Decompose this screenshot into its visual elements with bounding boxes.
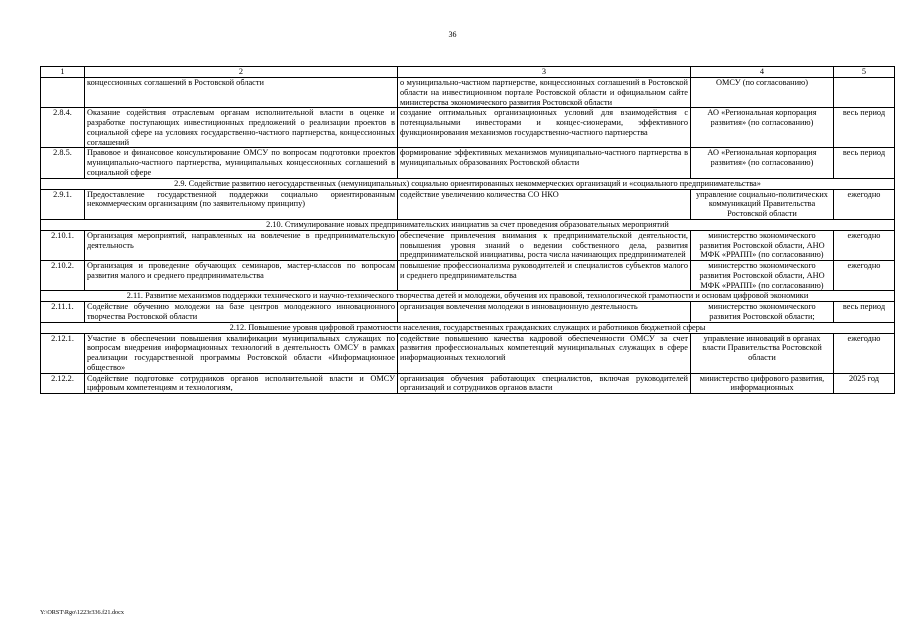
result-cell: формирование эффективных механизмов муниципально-частного партнерства в муниципальных образованиях Ростовской области	[398, 148, 691, 178]
executor-cell: управление социально-политических коммуникаций Правительства Ростовской области	[691, 189, 834, 219]
executor-cell: АО «Региональная корпорация развития» (по согласованию)	[691, 108, 834, 148]
result-cell: содействие увеличению количества СО НКО	[398, 189, 691, 219]
action-cell: Организация и проведение обучающих семинаров, мастер-классов по вопросам развития малого и среднего предпринимательства	[85, 261, 398, 291]
deadline-cell: ежегодно	[834, 261, 895, 291]
result-cell: обеспечение привлечения внимания к предпринимательской деятельности, повышения уровня знаний о ведении собственного дела, развития предпринимательской инициативы, роста числа начинающих предпринимателей	[398, 230, 691, 260]
header-col-1: 1	[41, 67, 85, 78]
action-cell: Участие в обеспечении повышения квалификации муниципальных служащих по вопросам внедрения информационных технологий в деятельность ОМСУ в рамках реализации государственной программы Ростовской области «Информационное общество»	[85, 333, 398, 373]
section-heading-row	[41, 322, 895, 333]
table-row	[41, 108, 895, 148]
action-cell: концессионных соглашений в Ростовской области	[85, 78, 398, 108]
table-row	[41, 261, 895, 291]
action-cell: Содействие подготовке сотрудников органов исполнительной власти и ОМСУ цифровым компетенциям и технологиям,	[85, 373, 398, 394]
executor-cell: министерство экономического развития Ростовской области, АНО МФК «РРАПП» (по согласованию)	[691, 230, 834, 260]
executor-cell: АО «Региональная корпорация развития» (по согласованию)	[691, 148, 834, 178]
item-number: 2.12.2.	[41, 373, 85, 394]
section-heading: 2.10. Стимулирование новых предпринимательских инициатив за счет проведения образовательных мероприятий	[41, 219, 895, 230]
table-row	[41, 302, 895, 323]
deadline-cell: 2025 год	[834, 373, 895, 394]
deadline-cell: весь период	[834, 148, 895, 178]
executor-cell: министерство экономического развития Ростовской области;	[691, 302, 834, 323]
result-cell: организация обучения работающих специалистов, включая руководителей организаций и сотрудников органов власти	[398, 373, 691, 394]
deadline-cell	[834, 78, 895, 108]
table-row	[41, 189, 895, 219]
result-cell: повышение профессионализма руководителей и специалистов субъектов малого и среднего предпринимательства	[398, 261, 691, 291]
table-row	[41, 148, 895, 178]
executor-cell: министерство цифрового развития, информационных	[691, 373, 834, 394]
table-row	[41, 373, 895, 394]
section-heading: 2.12. Повышение уровня цифровой грамотности населения, государственных гражданских служащих и работников бюджетной сферы	[41, 322, 895, 333]
action-cell: Правовое и финансовое консультирование ОМСУ по вопросам подготовки проектов муниципально-частного партнерства, муниципальных концессионных соглашений в социальной сфере	[85, 148, 398, 178]
item-number: 2.12.1.	[41, 333, 85, 373]
header-col-5: 5	[834, 67, 895, 78]
deadline-cell: ежегодно	[834, 333, 895, 373]
item-number: 2.10.1.	[41, 230, 85, 260]
header-col-2: 2	[85, 67, 398, 78]
table-row	[41, 333, 895, 373]
executor-cell: ОМСУ (по согласованию)	[691, 78, 834, 108]
result-cell: содействие повышению качества кадровой обеспеченности ОМСУ за счет развития профессиональных компетенций муниципальных служащих в сфере информационных технологий	[398, 333, 691, 373]
plan-table	[40, 66, 895, 394]
item-number: 2.8.4.	[41, 108, 85, 148]
item-number: 2.11.1.	[41, 302, 85, 323]
table-header-row	[41, 67, 895, 78]
header-col-4: 4	[691, 67, 834, 78]
section-heading: 2.9. Содействие развитию негосударственных (немуниципальных) социально ориентированных некоммерческих организаций и «социального предпринимательства»	[41, 178, 895, 189]
action-cell: Оказание содействия отраслевым органам исполнительной власти в оценке и разработке поступающих инвестиционных предложений о реализации проектов в социальной сфере на условиях государственно-частного партнерства, концессионных соглашений	[85, 108, 398, 148]
executor-cell: управление инноваций в органах власти Правительства Ростовской области	[691, 333, 834, 373]
item-number: 2.10.2.	[41, 261, 85, 291]
section-heading-row	[41, 291, 895, 302]
result-cell: создание оптимальных организационных условий для взаимодействия с потенциальными инвесторами и концес-сионерами, эффективного функционирования механизмов государственно-частного партнерства	[398, 108, 691, 148]
action-cell: Содействие обучению молодежи на базе центров молодежного инновационного творчества Ростовской области	[85, 302, 398, 323]
executor-cell: министерство экономического развития Ростовской области, АНО МФК «РРАПП» (по согласованию)	[691, 261, 834, 291]
table-row	[41, 78, 895, 108]
action-cell: Организация мероприятий, направленных на вовлечение в предпринимательскую деятельность	[85, 230, 398, 260]
item-number: 2.9.1.	[41, 189, 85, 219]
item-number	[41, 78, 85, 108]
footer-file-path: Y:\ORST\Rgo\1223r336.f21.docx	[40, 609, 124, 616]
deadline-cell: весь период	[834, 108, 895, 148]
section-heading-row	[41, 219, 895, 230]
table-row	[41, 230, 895, 260]
section-heading: 2.11. Развитие механизмов поддержки технического и научно-технического творчества детей и молодежи, обучения их правовой, технологической грамотности и основам цифровой экономики	[41, 291, 895, 302]
deadline-cell: ежегодно	[834, 230, 895, 260]
header-col-3: 3	[398, 67, 691, 78]
page-number: 36	[448, 30, 457, 39]
section-heading-row	[41, 178, 895, 189]
result-cell: организация вовлечения молодежи в инновационную деятельность	[398, 302, 691, 323]
result-cell: о муниципально-частном партнерстве, концессионных соглашений в Ростовской области на инвестиционном портале Ростовской области и официальном сайте министерства экономического развития Ростовской области	[398, 78, 691, 108]
action-cell: Предоставление государственной поддержки социально ориентированным некоммерческим организациям (по заявительному принципу)	[85, 189, 398, 219]
deadline-cell: весь период	[834, 302, 895, 323]
deadline-cell: ежегодно	[834, 189, 895, 219]
item-number: 2.8.5.	[41, 148, 85, 178]
